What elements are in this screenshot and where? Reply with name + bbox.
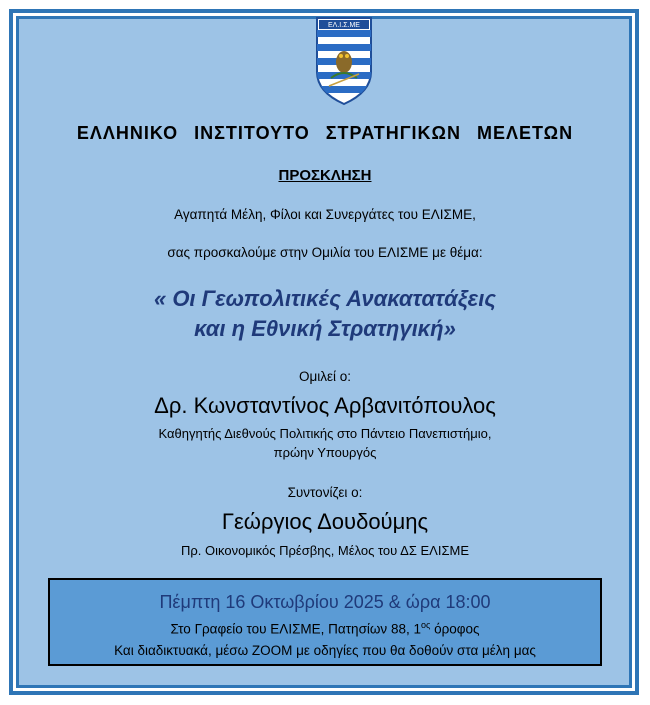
institute-name: ΕΛΛΗΝΙΚΟ ΙΝΣΤΙΤΟΥΤΟ ΣΤΡΑΤΗΓΙΚΩΝ ΜΕΛΕΤΩΝ — [76, 123, 574, 143]
speaker-role-line1: Καθηγητής Διεθνούς Πολιτικής στο Πάντειο Πανεπιστήμιο, — [158, 426, 492, 441]
greeting-text: Αγαπητά Μέλη, Φίλοι και Συνεργάτες του ΕΛΙΣΜΕ, — [174, 207, 476, 222]
elisme-shield-logo — [313, 16, 375, 106]
event-details-box — [48, 578, 602, 666]
invitation-line: σας προσκαλούμε στην Ομιλία του ΕΛΙΣΜΕ με θέμα: — [167, 245, 483, 260]
speaker-label: Ομιλεί ο: — [298, 369, 352, 384]
svg-text:ΕΛ.Ι.Σ.ΜΕ: ΕΛ.Ι.Σ.ΜΕ — [328, 22, 360, 29]
lecture-title-line2: και η Εθνική Στρατηγική» — [194, 316, 456, 341]
moderator-label: Συντονίζει ο: — [287, 485, 363, 500]
event-location: Στο Γραφείο του ΕΛΙΣΜΕ, Πατησίων 88, $1^{o\varsigma}$ όροφος — [170, 620, 480, 637]
event-online-note: Και διαδικτυακά, μέσω ZOOM με οδηγίες που θα δοθούν στα μέλη μας — [114, 642, 536, 658]
moderator-name: Γεώργιος Δουδούμης — [221, 509, 429, 534]
invitation-heading: ΠΡΟΣΚΛΗΣΗ — [278, 167, 372, 184]
lecture-title-line1: « Οι Γεωπολιτικές Ανακατατάξεις — [153, 286, 497, 311]
moderator-role: Πρ. Οικονομικός Πρέσβης, Μέλος του ΔΣ ΕΛΙΣΜΕ — [181, 543, 469, 558]
speaker-role-line2: πρώην Υπουργός — [273, 445, 377, 460]
speaker-name: Δρ. Κωνσταντίνος Αρβανιτόπουλος — [154, 393, 496, 418]
event-datetime: Πέμπτη 16 Οκτωβρίου 2025 & ώρα 18:00 — [159, 592, 491, 612]
